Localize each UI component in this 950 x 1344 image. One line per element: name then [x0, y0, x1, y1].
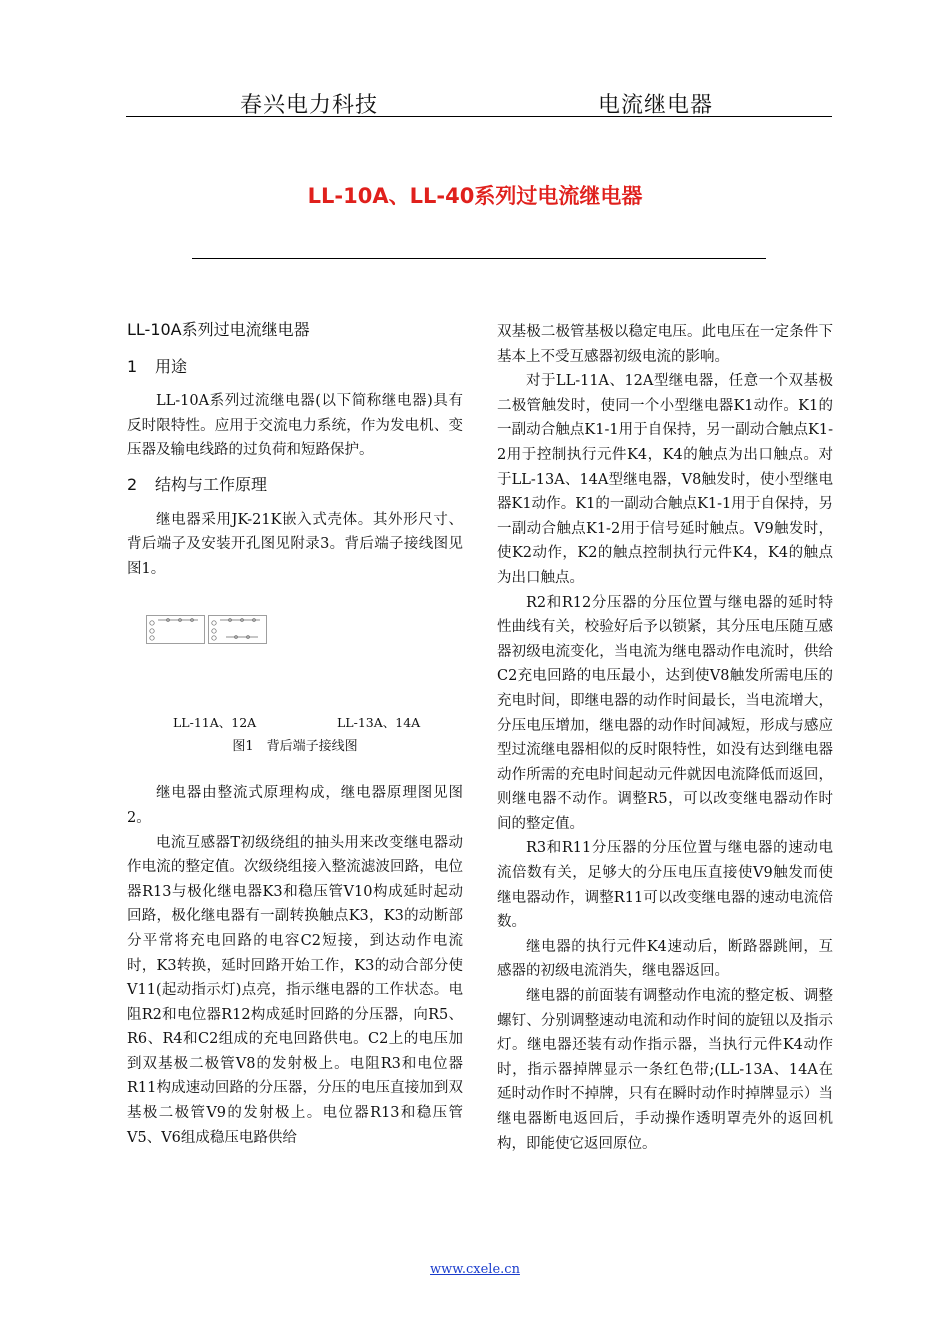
section-number: 2	[127, 474, 138, 494]
figure-label-ll13a: LL-13A、14A	[337, 715, 421, 731]
paragraph: 继电器由整流式原理构成，继电器原理图见图2。	[127, 785, 463, 826]
paragraph: 继电器采用JK-21K嵌入式壳体。其外形尺寸、背后端子及安装开孔图见附录3。背后端子接线图见图1。	[127, 511, 463, 577]
paragraph: R3和R11分压器的分压位置与继电器的速动电流倍数有关，足够大的分压电压直接使V9触发而使继电器动作，调整R11可以改变继电器的速动电流倍数。	[497, 840, 833, 931]
left-column	[127, 318, 463, 1150]
paragraph: 双基极二极管基极以稳定电压。此电压在一定条件下基本上不受互感器初级电流的影响。	[497, 324, 833, 365]
header-product: 电流继电器	[598, 93, 714, 118]
series-heading: LL-10A系列过电流继电器	[127, 320, 310, 339]
figure-label-ll11a: LL-11A、12A	[173, 715, 257, 731]
figure-1	[127, 581, 463, 781]
section-heading-structure	[127, 473, 463, 498]
paragraph: R2和R12分压器的分压位置与继电器的延时特性曲线有关，校验好后予以锁紧，其分压电压随互感器初级电流变化，当电流为继电器动作电流时，供给C2充电回路的电压最小，达到使V8触发所需电压的充电时间，即继电器的动作时间最长，当电流增大，分压电压增加，继电器的动作时间减短，形成与感应型过流继电器相似的反时限特性，如没有达到继电器动作所需的充电时间起动元件就因电流降低而返回，则继电器不动作。调整R5，可以改变继电器动作时间的整定值。	[497, 594, 833, 832]
paragraph: 继电器的执行元件K4速动后，断路器跳闸，互感器的初级电流消失，继电器返回。	[497, 938, 833, 980]
right-column	[497, 320, 833, 1156]
terminal-wiring-diagram	[146, 615, 274, 645]
header-company: 春兴电力科技	[240, 93, 379, 118]
section-title: 结构与工作原理	[155, 474, 268, 494]
paragraph: 对于LL-11A、12A型继电器，任意一个双基极二极管触发时，使同一个小型继电器K1动作。K1的一副动合触点K1-1用于自保持，另一副动合触点K1-2用于控制执行元件K4，K4的触点为出口触点。对于LL-13A、14A型继电器，V8触发时，使小型继电器K1动作。K1的一副动合触点K1-1用于自保持，另一副动合触点K1-2用于信号延时触点。V9触发时，使K2动作，K2的触点控制执行元件K4，K4的触点为出口触点。	[497, 373, 833, 586]
document-title: LL-10A、LL-40系列过电流继电器	[307, 184, 643, 208]
header-rule	[126, 116, 832, 117]
paragraph: 继电器的前面装有调整动作电流的整定板、调整螺钉、分别调整速动电流和动作时间的旋钮以及指示灯。继电器还装有动作指示器，当执行元件K4动作时，指示器掉牌显示一条红色带;(LL-13A、14A在延时动作时不掉牌，只有在瞬时动作时掉牌显示）当继电器断电返回后，手动操作透明罩壳外的返回机构，即能使它返回原位。	[497, 988, 833, 1152]
title-rule	[192, 258, 766, 259]
figure-caption: 图1 背后端子接线图	[232, 739, 358, 755]
section-title: 用途	[155, 356, 188, 376]
paragraph: 电流互感器T初级绕组的抽头用来改变继电器动作电流的整定值。次级绕组接入整流滤波回路，电位器R13与极化继电器K3和稳压管V10构成延时起动回路，极化继电器有一副转换触点K3，K3的动断部分平常将充电回路的电容C2短接，到达动作电流时，K3转换，延时回路开始工作，K3的动合部分使V11(起动指示灯)点亮，指示继电器的工作状态。电阻R2和电位器R12构成延时回路的分压器，向R5、R6、R4和C2组成的充电回路供电。C2上的电压加到双基极二极管V8的发射极上。电阻R3和电位器R11构成速动回路的分压器，分压的电压直接加到双基极二极管V9的发射极上。电位器R13和稳压管V5、V6组成稳压电路供给	[127, 834, 463, 1146]
website-link[interactable]: www.cxele.cn	[430, 1262, 520, 1277]
section-heading-usage	[127, 355, 463, 380]
section-number: 1	[127, 356, 138, 376]
paragraph: LL-10A系列过流继电器(以下简称继电器)具有反时限特性。应用于交流电力系统，作为发电机、变压器及输电线路的过负荷和短路保护。	[127, 393, 463, 459]
